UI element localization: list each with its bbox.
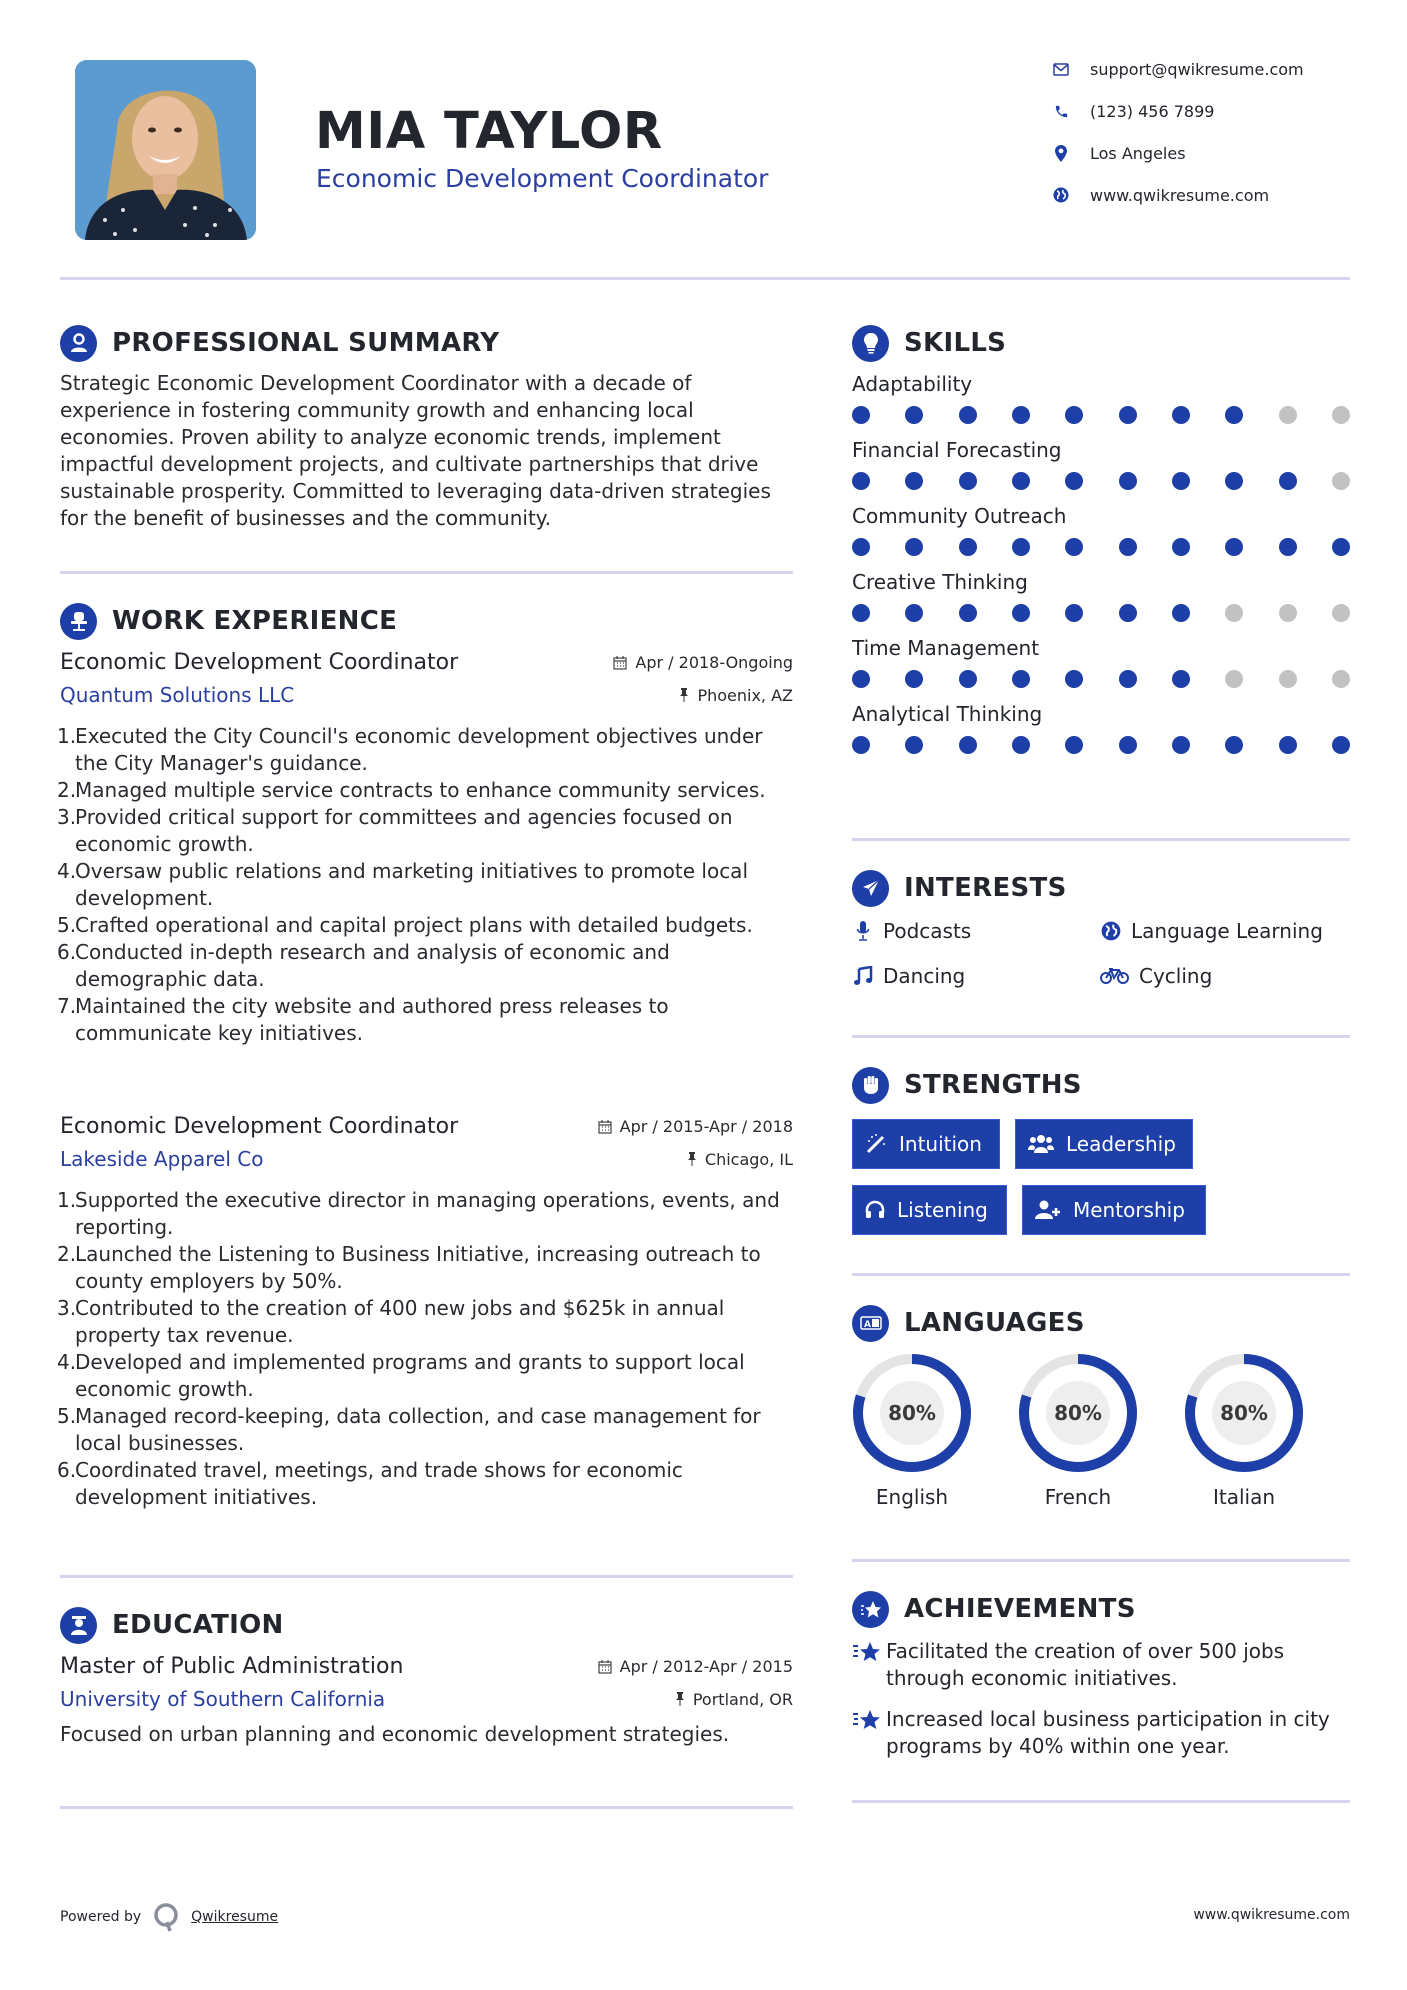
summary-title: PROFESSIONAL SUMMARY (112, 328, 500, 358)
skill-rating (852, 538, 1350, 556)
lightbulb-icon (852, 325, 889, 362)
interests-divider (852, 1035, 1350, 1038)
skills-list (852, 372, 1350, 754)
achievements-title: ACHIEVEMENTS (904, 1594, 1136, 1624)
languages-list (852, 1353, 1304, 1509)
skill-rating (852, 604, 1350, 622)
summary-divider (60, 571, 793, 574)
language-progress-ring: 80% (852, 1353, 972, 1473)
education-heading (60, 1606, 284, 1644)
skills-title: SKILLS (904, 328, 1007, 358)
qwikresume-logo-icon (153, 1902, 179, 1932)
magic-wand-icon (865, 1133, 887, 1155)
skill-rating (852, 670, 1350, 688)
job-bullet: 5. Crafted operational and capital project plans with detailed budgets. (57, 913, 753, 937)
user-icon (60, 325, 97, 362)
skill-rating (852, 736, 1350, 754)
map-pin-icon (1052, 144, 1070, 162)
interests-heading (852, 869, 1067, 907)
contact-email-text: support@qwikresume.com (1090, 59, 1304, 79)
job-bullet: 1. Supported the executive director in managing operations, events, and reporting. (57, 1188, 780, 1239)
job-bullet: 4. Oversaw public relations and marketing initiatives to promote local development. (57, 859, 748, 910)
contact-website[interactable] (1052, 183, 1269, 207)
candidate-name: MIA TAYLOR (315, 102, 663, 161)
pushpin-icon (687, 1152, 697, 1166)
work-divider (60, 1575, 793, 1578)
job-location: Chicago, IL (687, 1150, 793, 1169)
job-entry-2 (57, 1114, 793, 1511)
job-position: Economic Development Coordinator (60, 1114, 459, 1139)
languages-heading (852, 1304, 1085, 1342)
skill-item: Financial Forecasting (852, 438, 1350, 490)
contact-email[interactable] (1052, 57, 1304, 81)
job-bullets (57, 1187, 793, 1511)
education-title: EDUCATION (112, 1610, 284, 1640)
interest-item: Podcasts (852, 919, 971, 943)
strengths-heading (852, 1066, 1082, 1104)
strength-chip-leadership: Leadership (1015, 1119, 1193, 1169)
interest-item: Language Learning (1100, 919, 1323, 943)
job-bullet: 1. Executed the City Council's economic development objectives under the City Manager's guidance. (57, 724, 763, 775)
svg-text:A: A (863, 1320, 871, 1330)
languages-title: LANGUAGES (904, 1308, 1085, 1338)
header-divider (60, 277, 1350, 280)
degree: Master of Public Administration (60, 1654, 404, 1679)
contact-location (1052, 141, 1186, 165)
skill-item: Adaptability (852, 372, 1350, 424)
envelope-icon (1052, 60, 1070, 78)
users-icon (1028, 1133, 1054, 1155)
job-bullet: 3. Contributed to the creation of 400 new jobs and $625k in annual property tax revenue. (57, 1296, 725, 1347)
calendar-icon (598, 1120, 612, 1134)
language-progress-ring: 80% (1184, 1353, 1304, 1473)
skills-heading (852, 324, 1006, 362)
fist-icon (852, 1067, 889, 1104)
profile-photo (75, 60, 256, 240)
candidate-title: Economic Development Coordinator (316, 164, 769, 193)
strengths-title: STRENGTHS (904, 1070, 1082, 1100)
interests-title: INTERESTS (904, 873, 1067, 903)
education-entry (60, 1654, 793, 1748)
headphones-icon (865, 1200, 885, 1220)
job-dates: Apr / 2018-Ongoing (613, 653, 793, 672)
skill-item: Community Outreach (852, 504, 1350, 556)
strength-chip-intuition: Intuition (852, 1119, 1000, 1169)
language-progress-ring: 80% (1018, 1353, 1138, 1473)
globe-icon (1052, 186, 1070, 204)
phone-icon (1052, 102, 1070, 120)
languages-divider (852, 1559, 1350, 1562)
music-note-icon (852, 965, 874, 987)
achievements-divider (852, 1800, 1350, 1803)
calendar-icon (598, 1660, 612, 1674)
skills-divider (852, 838, 1350, 841)
job-bullet: 2. Launched the Listening to Business Initiative, increasing outreach to county employers by 50%. (57, 1242, 761, 1293)
achievement-item: Facilitated the creation of over 500 jobs through economic initiatives. (852, 1638, 1352, 1692)
job-bullet: 6. Coordinated travel, meetings, and trade shows for economic development initiatives. (57, 1458, 683, 1509)
user-plus-icon (1035, 1200, 1061, 1220)
job-bullet: 4. Developed and implemented programs and grants to support local economic growth. (57, 1350, 745, 1401)
school: University of Southern California (60, 1687, 386, 1711)
star-badge-icon (852, 1591, 889, 1628)
job-company: Quantum Solutions LLC (60, 683, 295, 707)
job-entry-1 (57, 650, 793, 1047)
achievement-item: Increased local business participation in city programs by 40% within one year. (852, 1706, 1352, 1760)
job-bullets (57, 723, 793, 1047)
contact-location-text: Los Angeles (1090, 143, 1186, 163)
footer-website[interactable]: www.qwikresume.com (1193, 1907, 1350, 1923)
pushpin-icon (675, 1692, 685, 1706)
language-item: 80% English (852, 1353, 972, 1509)
qwikresume-link[interactable]: Qwikresume (191, 1909, 279, 1925)
globe-icon (1100, 920, 1122, 942)
job-bullet: 7. Maintained the city website and authored press releases to communicate key initiatives. (57, 994, 669, 1045)
skill-item: Creative Thinking (852, 570, 1350, 622)
skill-rating (852, 406, 1350, 424)
contact-phone[interactable] (1052, 99, 1214, 123)
shooting-star-icon (852, 1640, 886, 1668)
contact-phone-text: (123) 456 7899 (1090, 101, 1215, 121)
work-heading (60, 602, 397, 640)
education-divider (60, 1806, 793, 1809)
strength-chip-listening: Listening (852, 1185, 1007, 1235)
calendar-icon (613, 656, 627, 670)
education-location: Portland, OR (675, 1690, 793, 1709)
summary-text: Strategic Economic Development Coordinator with a decade of experience in fostering community growth and enhancing local economies. Proven ability to analyze economic trends, implement impactful development projects, and cultivate partnerships that drive sustainable prosperity. Committed to leveraging data-driven strategies for the benefit of businesses and the community. (60, 371, 771, 530)
strength-chip-mentorship: Mentorship (1022, 1185, 1206, 1235)
achievements-heading (852, 1590, 1136, 1628)
translate-icon (852, 1305, 889, 1342)
job-company: Lakeside Apparel Co (60, 1147, 264, 1171)
footer-powered-by: Powered by Qwikresume (60, 1902, 278, 1932)
bicycle-icon (1100, 965, 1130, 987)
interest-item: Cycling (1100, 964, 1212, 988)
skill-item: Time Management (852, 636, 1350, 688)
microphone-icon (852, 920, 874, 942)
job-location: Phoenix, AZ (679, 686, 793, 705)
job-bullet: 2. Managed multiple service contracts to enhance community services. (57, 778, 766, 802)
job-bullet: 6. Conducted in-depth research and analysis of economic and demographic data. (57, 940, 670, 991)
skill-item: Analytical Thinking (852, 702, 1350, 754)
skill-rating (852, 472, 1350, 490)
shooting-star-icon (852, 1708, 886, 1736)
language-item: 80% French (1018, 1353, 1138, 1509)
work-title: WORK EXPERIENCE (112, 606, 398, 636)
job-bullet: 5. Managed record-keeping, data collection, and case management for local businesses. (57, 1404, 761, 1455)
interest-item: Dancing (852, 964, 965, 988)
job-position: Economic Development Coordinator (60, 650, 459, 675)
strengths-divider (852, 1273, 1350, 1276)
pushpin-icon (679, 688, 689, 702)
office-chair-icon (60, 603, 97, 640)
education-dates: Apr / 2012-Apr / 2015 (598, 1657, 793, 1676)
job-dates: Apr / 2015-Apr / 2018 (598, 1117, 793, 1136)
summary-heading (60, 324, 499, 362)
education-description: Focused on urban planning and economic development strategies. (60, 1722, 730, 1746)
language-item: 80% Italian (1184, 1353, 1304, 1509)
paper-plane-icon (852, 870, 889, 907)
graduate-icon (60, 1607, 97, 1644)
contact-website-text: www.qwikresume.com (1090, 185, 1270, 205)
job-bullet: 3. Provided critical support for committees and agencies focused on economic growth. (57, 805, 733, 856)
